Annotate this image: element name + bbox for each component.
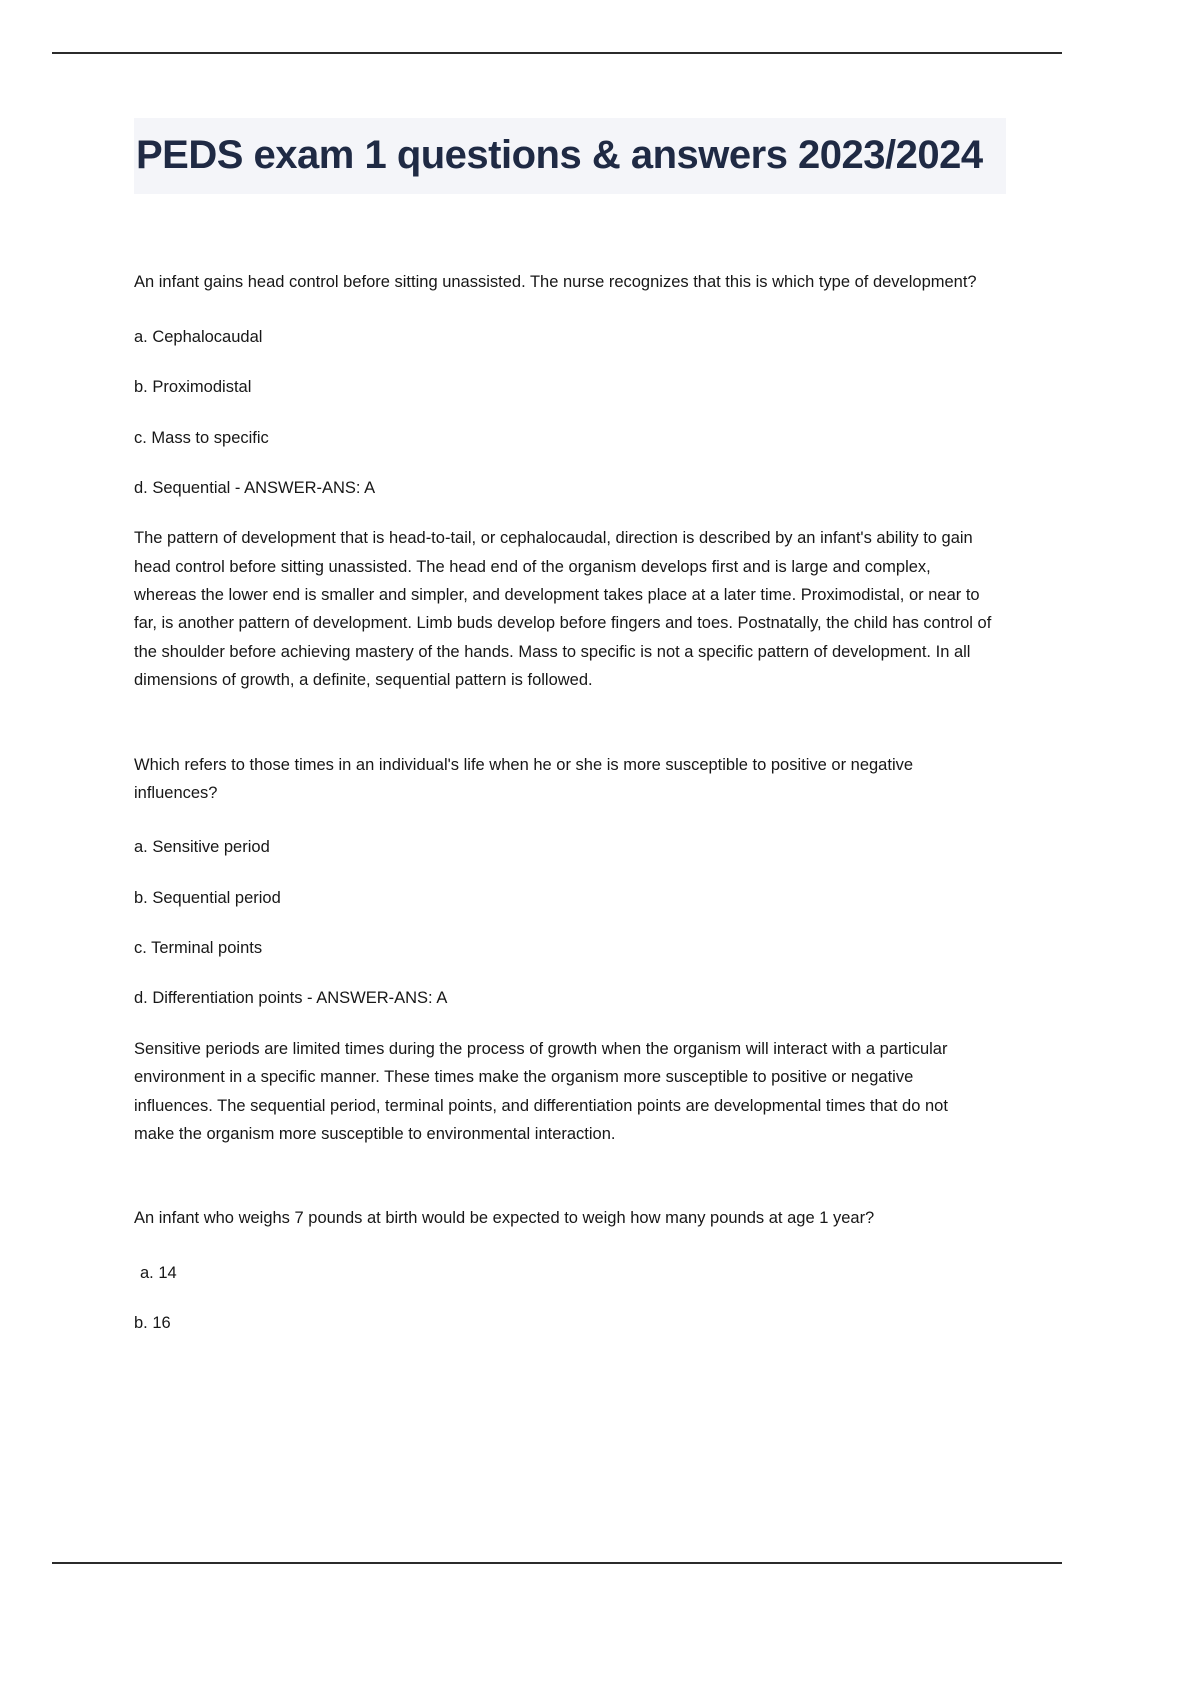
question-stem: An infant gains head control before sitting unassisted. The nurse recognizes that this is which type of development? bbox=[134, 273, 977, 292]
question-stem: Which refers to those times in an individual's life when he or she is more susceptible to positive or negative influences? bbox=[134, 755, 914, 802]
question-explanation: Sensitive periods are limited times during the process of growth when the organism will interact with a particular environment in a specific manner. These times make the organism more susceptible to positive or negative influences. The sequential period, terminal points, and differentiation points are developmental times that do not make the organism more susceptible to environmental interaction. bbox=[134, 1039, 948, 1143]
question-option: b. Sequential period bbox=[134, 888, 281, 907]
page-top-divider bbox=[52, 52, 1062, 54]
question-block bbox=[134, 751, 992, 1149]
title-banner bbox=[134, 118, 1006, 194]
question-option: a. Sensitive period bbox=[134, 838, 270, 857]
document-body bbox=[134, 268, 992, 1337]
question-answer-option: d. Differentiation points - ANSWER-ANS: A bbox=[134, 989, 448, 1008]
document-content bbox=[134, 118, 1014, 1359]
question-option: b. Proximodistal bbox=[134, 378, 252, 397]
question-option: a. Cephalocaudal bbox=[134, 327, 263, 346]
question-stem: An infant who weighs 7 pounds at birth would be expected to weigh how many pounds at age 1 year? bbox=[134, 1209, 875, 1228]
question-option: c. Terminal points bbox=[134, 939, 263, 958]
question-answer-option: d. Sequential - ANSWER-ANS: A bbox=[134, 478, 376, 497]
page-bottom-divider bbox=[52, 1562, 1062, 1564]
question-option: b. 16 bbox=[134, 1314, 171, 1333]
question-option: a. 14 bbox=[140, 1263, 177, 1282]
question-block bbox=[134, 1204, 992, 1337]
question-option: c. Mass to specific bbox=[134, 428, 269, 447]
question-explanation: The pattern of development that is head-to-tail, or cephalocaudal, direction is described by an infant's ability to gain head control before sitting unassisted. The head end of the organism develops first and is large and complex, whereas the lower end is smaller and simpler, and development takes place at a later time. Proximodistal, or near to far, is another pattern of development. Limb buds develop before fingers and toes. Postnatally, the child has control of the shoulder before achieving mastery of the hands. Mass to specific is not a specific pattern of development. In all dimensions of growth, a definite, sequential pattern is followed. bbox=[134, 529, 992, 690]
page-title: PEDS exam 1 questions & answers 2023/2024 bbox=[136, 133, 983, 177]
question-block bbox=[134, 268, 992, 694]
